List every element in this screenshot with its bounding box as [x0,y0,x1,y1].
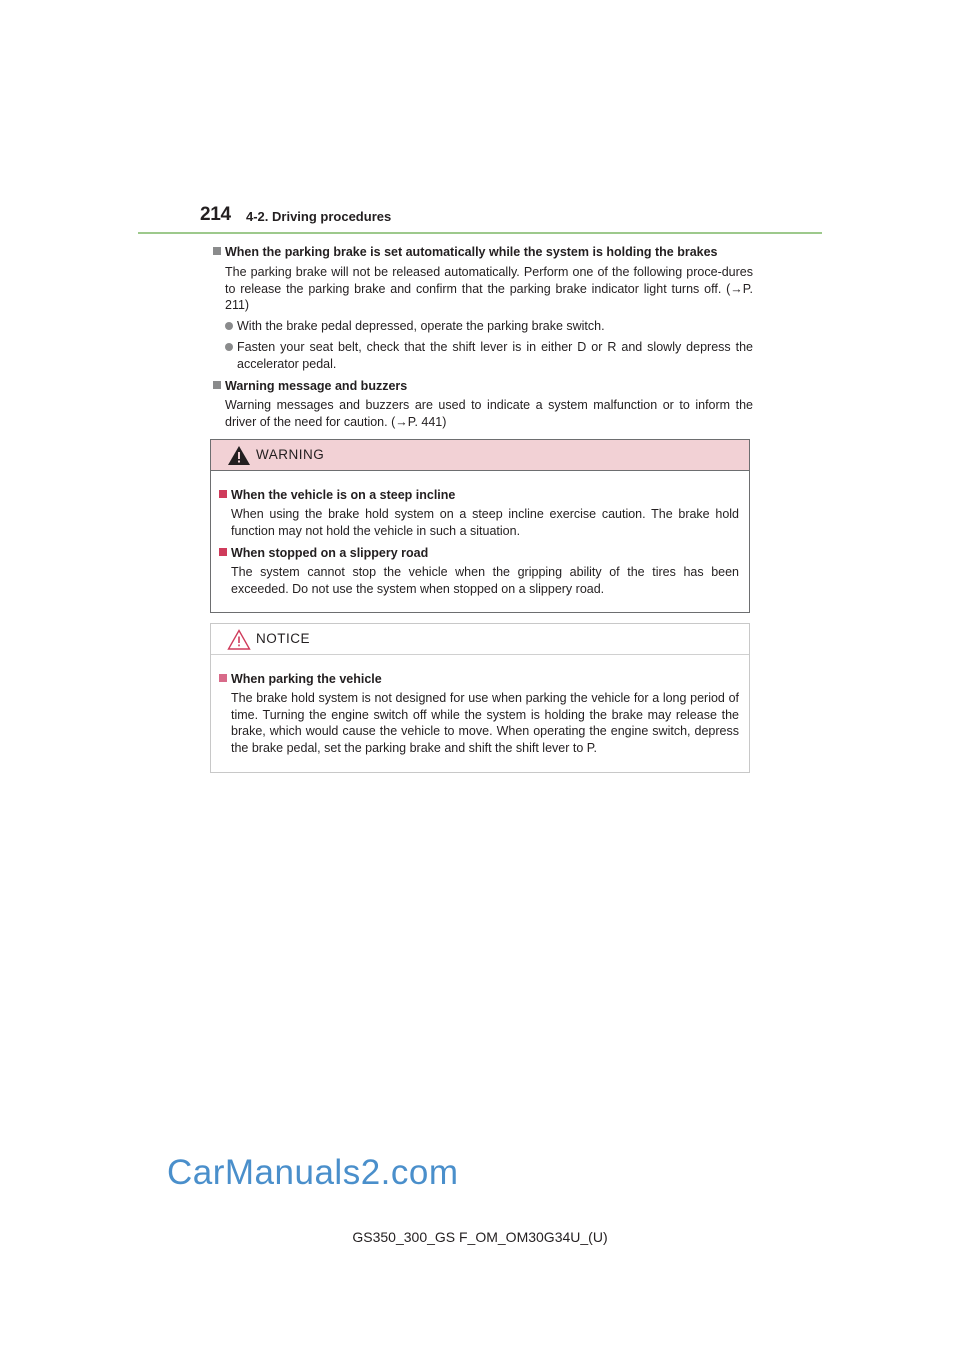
warning-message-heading: Warning message and buzzers [213,378,753,395]
round-bullet-icon [225,343,233,351]
page-number: 214 [200,204,231,225]
parking-brake-body: The parking brake will not be released automatically. Perform one of the following proce-dures to release the parking brake and confirm that the parking brake indicator light turns off. (→P. 211) [225,264,753,313]
warning-box-header [211,440,749,471]
notice-box-header [211,624,749,655]
square-bullet-icon [219,674,227,682]
notice-item-heading: When parking the vehicle [219,671,739,688]
notice-item [219,671,739,757]
notice-title: NOTICE [256,631,311,646]
warning-body [211,471,749,598]
warning-item-body: When using the brake hold system on a steep incline exercise caution. The brake hold function may not hold the vehicle in such a situation. [231,506,739,538]
square-bullet-icon [219,490,227,498]
warning-message-body: Warning messages and buzzers are used to indicate a system malfunction or to inform the driver of the need for caution. (→P. 441) [225,398,753,430]
round-bullet-icon [225,322,233,330]
warning-item [219,487,739,539]
warning-title: WARNING [256,447,325,462]
page-header [200,204,822,234]
notice-box [210,623,750,773]
warning-item [219,545,739,597]
parking-brake-heading: When the parking brake is set automatically while the system is holding the brakes [213,244,753,261]
square-bullet-icon [219,548,227,556]
notice-body [211,655,749,757]
warning-item-heading: When stopped on a slippery road [219,545,739,562]
warning-triangle-icon [227,445,251,466]
footer-code: GS350_300_GS F_OM_OM30G34U_(U) [352,1229,608,1245]
warning-item-heading: When the vehicle is on a steep incline [219,487,739,504]
notice-triangle-icon [227,629,251,650]
warning-box [210,439,750,613]
warning-item-body: The system cannot stop the vehicle when the gripping ability of the tires has been exceeded. Do not use the system when stopped on a slippery road. [231,565,739,596]
header-rule [138,232,822,234]
watermark-logo: CarManuals2.com [167,1153,459,1192]
list-item: Fasten your seat belt, check that the shift lever is in either D or R and slowly depress the accelerator pedal. [213,339,753,373]
section-title: 4-2. Driving procedures [246,209,392,224]
square-bullet-icon [213,247,221,255]
parking-brake-section [213,244,753,431]
square-bullet-icon [213,381,221,389]
notice-item-body: The brake hold system is not designed for use when parking the vehicle for a long period of time. Turning the engine switch off while the system is holding the brake may release the brake, which would cause the vehicle to move. When operating the engine switch, depress the brake pedal, set the parking brake and shift the shift lever to P. [231,690,739,756]
list-item: With the brake pedal depressed, operate the parking brake switch. [213,318,753,335]
